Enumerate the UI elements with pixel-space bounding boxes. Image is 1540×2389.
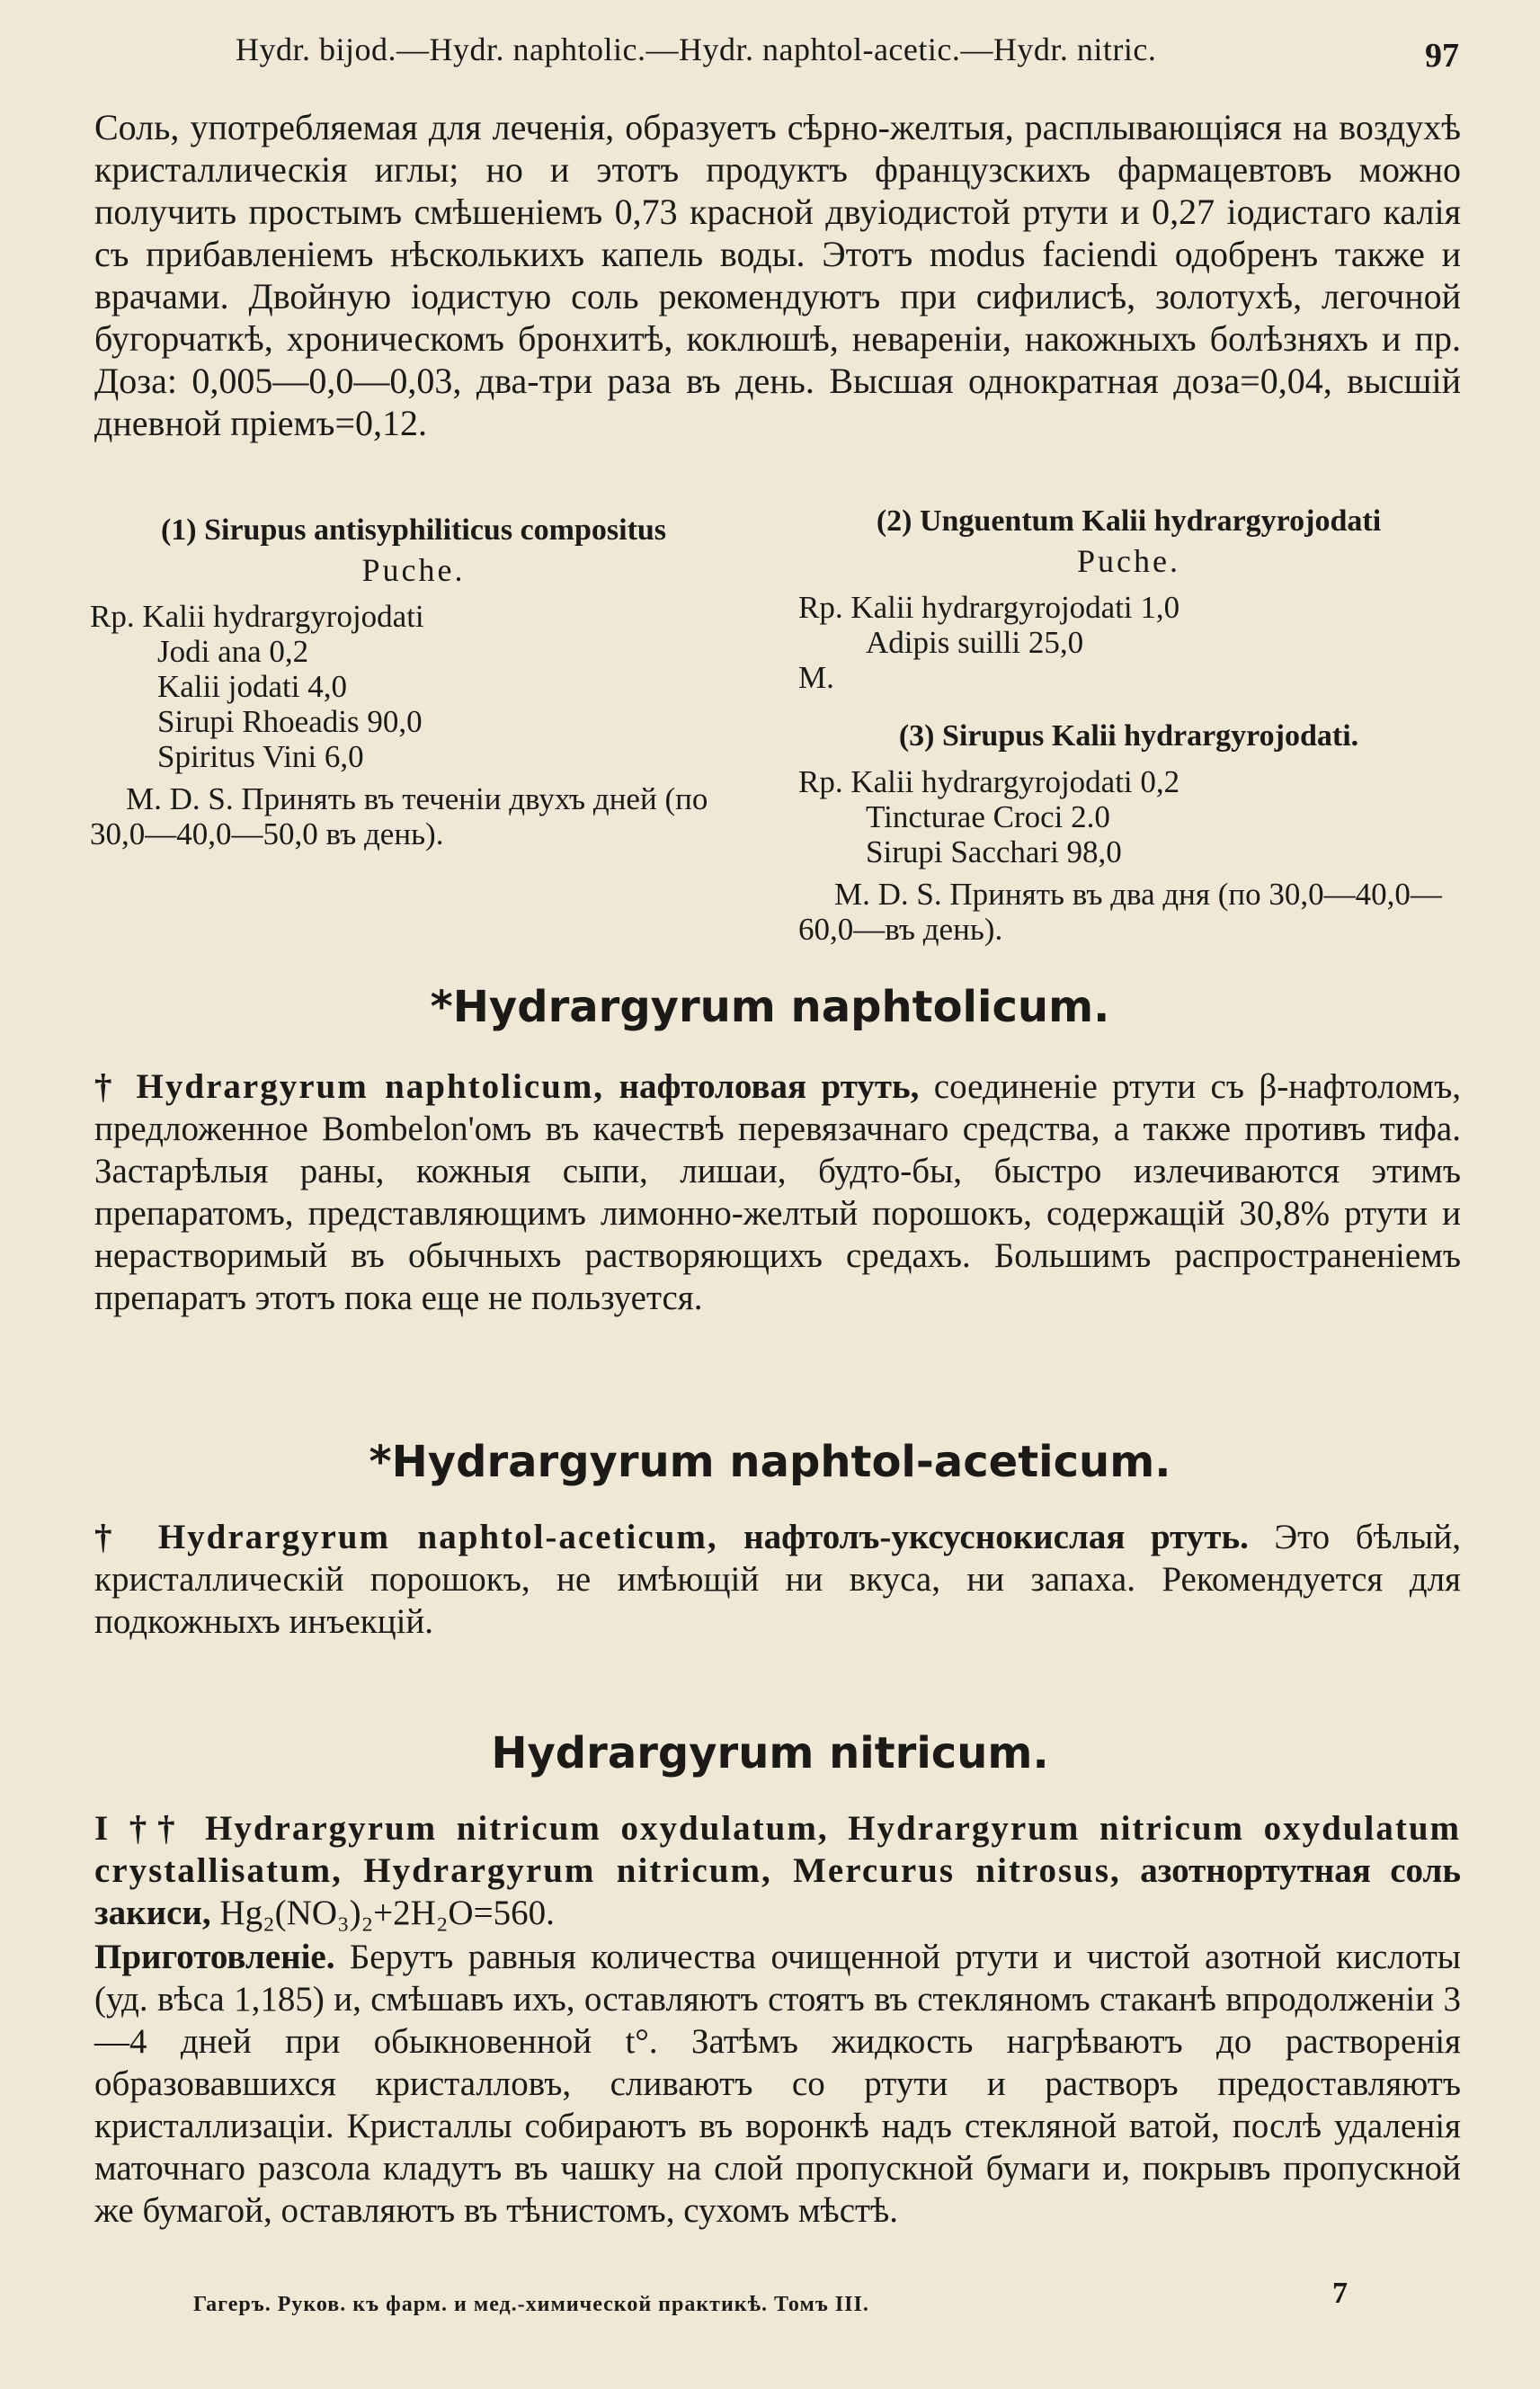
recipe-signa: M. D. S. Принять въ теченіи двухъ дней (по 30,0—40,0—50,0 въ день). <box>90 781 708 851</box>
footer-imprint: Гагеръ. Руков. къ фарм. и мед.-химической практикѣ. Томъ III. <box>193 2293 869 2316</box>
recipe-author: Puche. <box>1077 543 1180 579</box>
entry-latin-name: † Hydrargyrum naphtol-aceticum, <box>94 1518 718 1556</box>
recipe-signa: M. D. S. Принять въ два дня (по 30,0—40,0—60,0—въ день). <box>798 877 1442 947</box>
entry-russian-name: азотнортутная соль закиси, <box>94 1851 1462 1932</box>
intro-paragraph: Соль, употребляемая для леченія, образуетъ сѣрно-желтыя, расплывающіяся на воздухѣ кристаллическія иглы; но и этотъ продуктъ французскихъ фармацевтовъ можно получить простымъ смѣшеніемъ 0,73 красной двуіодистой ртути и 0,27 іодистаго калія съ прибавленіемъ нѣсколькихъ капель воды. Этотъ modus faciendi одобренъ также и врачами. Двойную іодистую соль рекомендуютъ при сифилисѣ, золотухѣ, легочной бугорчаткѣ, хроническомъ бронхитѣ, коклюшѣ, невареніи, накожныхъ болѣзняхъ и пр. Доза: 0,005—0,0—0,03, два-три раза въ день. Высшая однократная доза=0,04, высшій дневной пріемъ=0,12. <box>94 107 1461 443</box>
preparation-paragraph <box>94 1936 1461 2232</box>
recipe-line: Sirupi Rhoeadis 90,0 <box>157 704 423 739</box>
recipe-line: Rp. Kalii hydrargyrojodati 1,0 <box>798 590 1180 625</box>
section-text-nitricum <box>94 1807 1461 1934</box>
recipe-line: Adipis suilli 25,0 <box>866 625 1084 660</box>
recipe-line: Kalii jodati 4,0 <box>157 669 347 704</box>
section-text-naphtol-aceticum <box>94 1516 1461 1643</box>
entry-description: Это бѣлый, кристаллическій порошокъ, не имѣющій ни вкуса, ни запаха. Рекомендуется для подкожныхъ инъекцій. <box>94 1518 1461 1641</box>
preparation-label: Приготовленіе. <box>94 1938 335 1976</box>
recipe-line: Jodi ana 0,2 <box>157 634 309 669</box>
recipe-line: Rp. Kalii hydrargyrojodati 0,2 <box>798 764 1180 799</box>
entry-latin-name: I †† Hydrargyrum nitricum oxydulatum, Hydrargyrum nitricum oxydulatum crystallisatum, Hydrargyrum nitricum, Mercurus nitrosus, <box>94 1809 1461 1890</box>
signature-mark: 7 <box>1332 2277 1348 2310</box>
recipe-ingredients <box>90 599 737 774</box>
chemical-formula: Hg₂(NO₃)₂+2H₂O=560. <box>219 1894 555 1932</box>
page-number: 97 <box>1425 37 1459 75</box>
recipe-ingredients <box>798 764 1459 869</box>
recipe-line: Tincturae Croci 2.0 <box>866 799 1110 834</box>
section-text-naphtolicum <box>94 1065 1461 1319</box>
recipe-line: M. <box>798 660 834 695</box>
recipes-right-column <box>798 504 1459 947</box>
recipe-line: Rp. Kalii hydrargyrojodati <box>90 599 424 634</box>
recipe-title: (2) Unguentum Kalii hydrargyrojodati <box>876 504 1382 538</box>
section-heading-naphtol-aceticum: *Hydrargyrum naphtol-aceticum. <box>369 1437 1171 1487</box>
recipe-title: (3) Sirupus Kalii hydrargyrojodati. <box>898 719 1359 753</box>
recipe-author: Puche. <box>361 552 466 588</box>
recipe-title: (1) Sirupus antisyphiliticus compositus <box>160 513 667 547</box>
section-heading-nitricum: Hydrargyrum nitricum. <box>491 1728 1049 1778</box>
recipe-line: Spiritus Vini 6,0 <box>157 739 364 774</box>
recipe-2 <box>798 504 1459 695</box>
entry-russian-name: нафтоловая ртуть, <box>619 1067 920 1106</box>
entry-latin-name: † Hydrargyrum naphtolicum, <box>94 1067 605 1106</box>
recipe-ingredients <box>798 590 1459 695</box>
preparation-text: Берутъ равныя количества очищенной ртути и чистой азотной кислоты (уд. вѣса 1,185) и, смѣшавъ ихъ, оставляютъ стоятъ въ стекляномъ стаканѣ впродолженіи 3—4 дней при обыкновенной t°. Затѣмъ жидкость нагрѣваютъ до растворенія образовавшихся кристалловъ, сливаютъ со ртути и растворъ предоставляютъ кристаллизаціи. Кристаллы собираютъ въ воронкѣ надъ стекляной ватой, послѣ удаленія маточнаго разсола кладутъ въ чашку на слой пропускной бумаги и, покрывъ пропускной же бумагой, оставляютъ въ тѣнистомъ, сухомъ мѣстѣ. <box>94 1938 1461 2230</box>
section-heading-naphtolicum: *Hydrargyrum naphtolicum. <box>430 982 1110 1032</box>
recipe-1 <box>90 513 737 851</box>
running-head: Hydr. bijod.—Hydr. naphtolic.—Hydr. naphtol-acetic.—Hydr. nitric. <box>236 31 1157 67</box>
entry-description: соединеніе ртути съ β-нафтоломъ, предложенное Bombelon'омъ въ качествѣ перевязачнаго средства, а также противъ тифа. Застарѣлыя раны, кожныя сыпи, лишаи, будто-бы, быстро излечиваются этимъ препаратомъ, представляющимъ лимонно-желтый порошокъ, содержащій 30,8% ртути и нерастворимый въ обычныхъ растворяющихъ средахъ. Большимъ распространеніемъ препаратъ этотъ пока еще не пользуется. <box>94 1067 1461 1317</box>
entry-russian-name: нафтолъ-уксуснокислая ртуть. <box>743 1518 1249 1556</box>
recipe-3 <box>798 718 1459 947</box>
recipe-line: Sirupi Sacchari 98,0 <box>866 834 1122 869</box>
